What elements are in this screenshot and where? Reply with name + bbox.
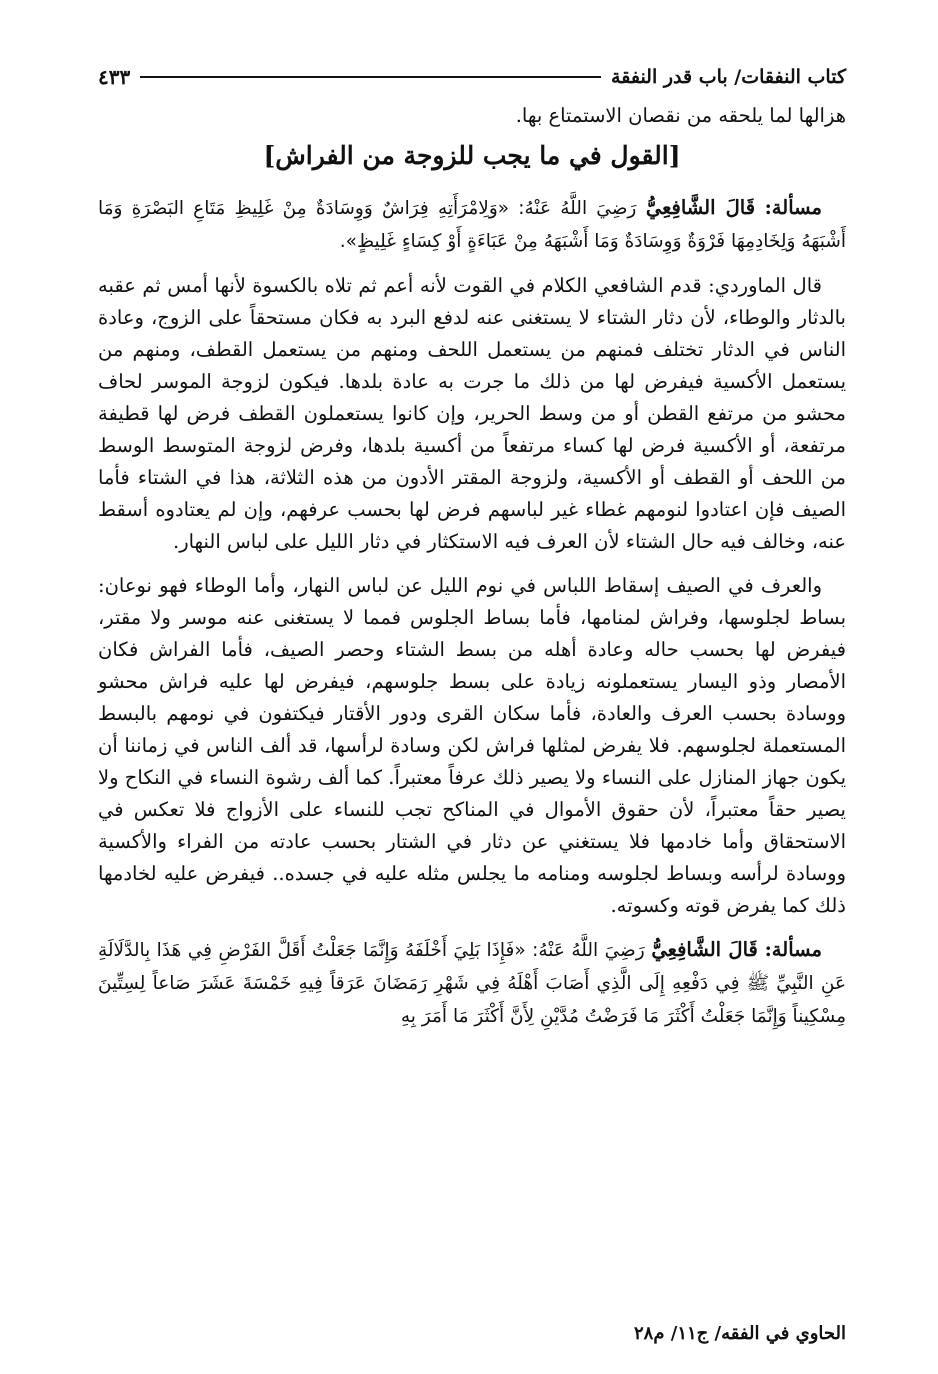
running-head [98, 62, 846, 92]
masala-2-label: مسألة: [764, 938, 822, 961]
masala-2-text: رَضِيَ اللَّهُ عَنْهُ: «فَإِذَا بَلِيَ أَخْلَفَهُ وَإِنَّمَا جَعَلْتُ أَقَلَّ الفَرْضِ فِي هَذَا بِالدَّلَالَةِ عَنِ النَّبِيِّ ﷺ فِي دَفْعِهِ إِلَى الَّذِي أَصَابَ أَهْلَهُ فِي شَهْرِ رَمَضَانَ عَرَقاً فِيهِ خَمْسَةَ عَشَرَ صَاعاً لِسِتِّينَ مِسْكِيناً وَإِنَّمَا جَعَلْتُ أَكْثَرَ مَا فَرَضْتُ مُدَّيْنِ لِأَنَّ أَكْثَرَ مَا أَمَرَ بِهِ [98, 940, 846, 1027]
header-rule [140, 76, 601, 78]
masala-2 [98, 934, 846, 1033]
signature-line: الحاوي في الفقه/ ج١١/ م٢٨ [633, 1323, 846, 1344]
page-body [98, 100, 846, 1045]
page-number: ٤٣٣ [98, 65, 131, 89]
masala-1-text: رَضِيَ اللَّهُ عَنْهُ: «وَلِامْرَأَتِهِ فِرَاشٌ وَوِسَادَةٌ مِنْ غَلِيظِ مَتَاعِ البَصْرَةِ وَمَا أَشْبَهَهُ وَلِخَادِمِهَا فَرْوَةٌ وَوِسَادَةٌ وَمَا أَشْبَهَهُ مِنْ عَبَاءَةٍ أَوْ كِسَاءٍ غَلِيظٍ». [98, 198, 846, 252]
paragraph-1: قال الماوردي: قدم الشافعي الكلام في القوت لأنه أعم ثم تلاه بالكسوة لأنها أمس ثم عقبه بالدثار والوطاء، لأن دثار الشتاء لا يستغنى عنه لدفع البرد به فكان مستحقاً على الزوج، وعادة الناس في الدثار تختلف فمنهم من يستعمل اللحف ومنهم من يستعمل القطف، ومنهم من يستعمل الأكسية فيفرض لها من ذلك ما جرت به عادة بلدها. فيكون لزوجة الموسر لحاف محشو من مرتفع القطن أو من وسط الحرير، وإن كانوا يستعملون القطف فرض لها قطيفة مرتفعة، أو الأكسية فرض لها كساء مرتفعاً من أكسية بلدها، وفرض لزوجة المتوسط الوسط من اللحف أو القطف أو الأكسية، ولزوجة المقتر الأدون من هذه الثلاثة، هذا في الشتاء فأما الصيف فإن اعتادوا لنومهم غطاء غير لباسهم فرض لها بحسب عرفهم، وإن لم يعتادوه أسقط عنه، وخالف فيه حال الشتاء لأن العرف فيه الاستكثار في دثار الليل على لباس النهار. [98, 274, 846, 553]
continuation-line: هزالها لما يلحقه من نقصان الاستمتاع بها. [515, 104, 846, 127]
section-heading: [القول في ما يجب للزوجة من الفراش] [263, 141, 681, 170]
paragraph-2: والعرف في الصيف إسقاط اللباس في نوم الليل عن لباس النهار، وأما الوطاء فهو نوعان: بساط لجلوسها، وفراش لمنامها، فأما بساط الجلوس فمما لا يستغنى عنه موسر ولا مقتر، فيفرض لها بحسب حاله وعادة أهله من بسط الشتاء وحصر الصيف، فأما الفراش فكان الأمصار وذو اليسار يستعملونه زيادة على بسط جلوسهم، فيفرض لها عليه فراش محشو ووسادة بحسب العرف والعادة، فأما سكان القرى ودور الأقتار فيكتفون في نومهم بالبسط المستعملة لجلوسهم. فلا يفرض لمثلها فراش لكن وسادة لرأسها، قد ألف الناس في زماننا أن يكون جهاز المنازل على النساء ولا يصير ذلك عرفاً معتبراً. كما ألف رشوة النساء في النكاح ولا يصير حقاً معتبراً، لأن حقوق الأموال في المناكح تجب للنساء على الأزواج فلا تعكس في الاستحقاق وأما خادمها فلا يستغني عن دثار في الشتار بحسب عادته من الفراء والأكسية ووسادة لرأسه وبساط لجلوسه ومنامه ما يجلس مثله عليه في جسده.. فيفرض عليه لخادمها ذلك كما يفرض قوته وكسوته. [98, 574, 846, 917]
masala-1-label: مسألة: [764, 196, 822, 219]
masala-2-speaker: قَالَ الشَّافِعِيُّ [651, 938, 758, 961]
masala-1 [98, 192, 846, 258]
running-head-title: كتاب النفقات/ باب قدر النفقة [611, 66, 846, 88]
masala-1-speaker: قَالَ الشَّافِعِيُّ [645, 196, 756, 219]
